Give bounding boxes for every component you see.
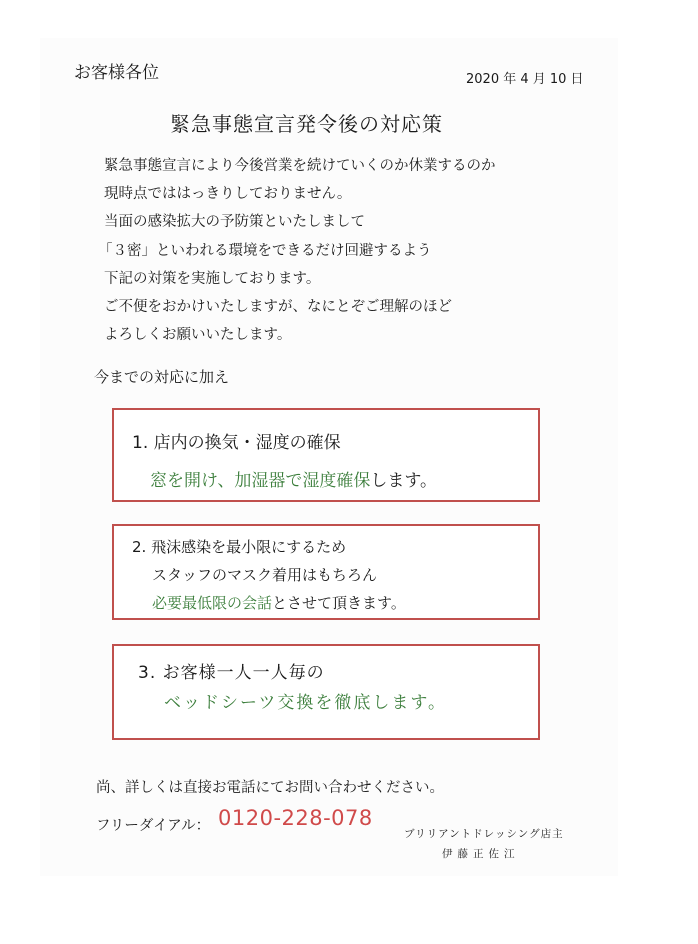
detail-suffix: します。 bbox=[370, 471, 437, 491]
body-line: 下記の対策を実施しております。 bbox=[104, 270, 321, 287]
body-line: ご不便をおかけいたしますが、なにとぞご理解のほど bbox=[104, 299, 452, 316]
intro-text: 今までの対応に加え bbox=[94, 368, 230, 386]
page-title: 緊急事態宣言発令後の対応策 bbox=[170, 112, 443, 136]
highlight-text: 必要最低限の会話 bbox=[152, 594, 273, 612]
body-line: よろしくお願いいたします。 bbox=[104, 327, 292, 344]
measure-detail bbox=[152, 592, 406, 613]
phone-number: 0120-228-078 bbox=[218, 806, 373, 830]
measure-heading: 2. 飛沫感染を最小限にするため bbox=[132, 538, 347, 556]
owner-name: 伊藤正佐江 bbox=[442, 848, 520, 860]
phone-label: フリーダイアル： bbox=[96, 818, 211, 834]
body-line: 現時点でははっきりしておりません。 bbox=[104, 186, 352, 203]
detail-suffix: とさせて頂きます。 bbox=[272, 594, 406, 612]
contact-note: 尚、詳しくは直接お電話にてお問い合わせください。 bbox=[96, 780, 444, 796]
measure-heading: 1. 店内の換気・湿度の確保 bbox=[132, 433, 341, 453]
measure-detail bbox=[150, 466, 437, 491]
store-name: ブリリアントドレッシング店主 bbox=[404, 828, 564, 840]
body-line: 緊急事態宣言により今後営業を続けていくのか休業するのか bbox=[104, 158, 496, 174]
body-paragraph bbox=[98, 152, 496, 349]
body-line: 「３密」といわれる環境をできるだけ回避するよう bbox=[98, 242, 432, 259]
salutation: お客様各位 bbox=[74, 63, 159, 83]
highlight-text: 窓を開け、加湿器で湿度確保 bbox=[150, 471, 371, 491]
date: 2020 年 4 月 10 日 bbox=[466, 72, 584, 87]
measure-line: スタッフのマスク着用はもちろん bbox=[152, 566, 378, 584]
body-line: 当面の感染拡大の予防策といたしまして bbox=[104, 214, 365, 231]
measure-heading: 3. お客様一人一人毎の bbox=[138, 663, 325, 683]
highlight-text: ベッドシーツ交換を徹底します。 bbox=[164, 693, 447, 713]
